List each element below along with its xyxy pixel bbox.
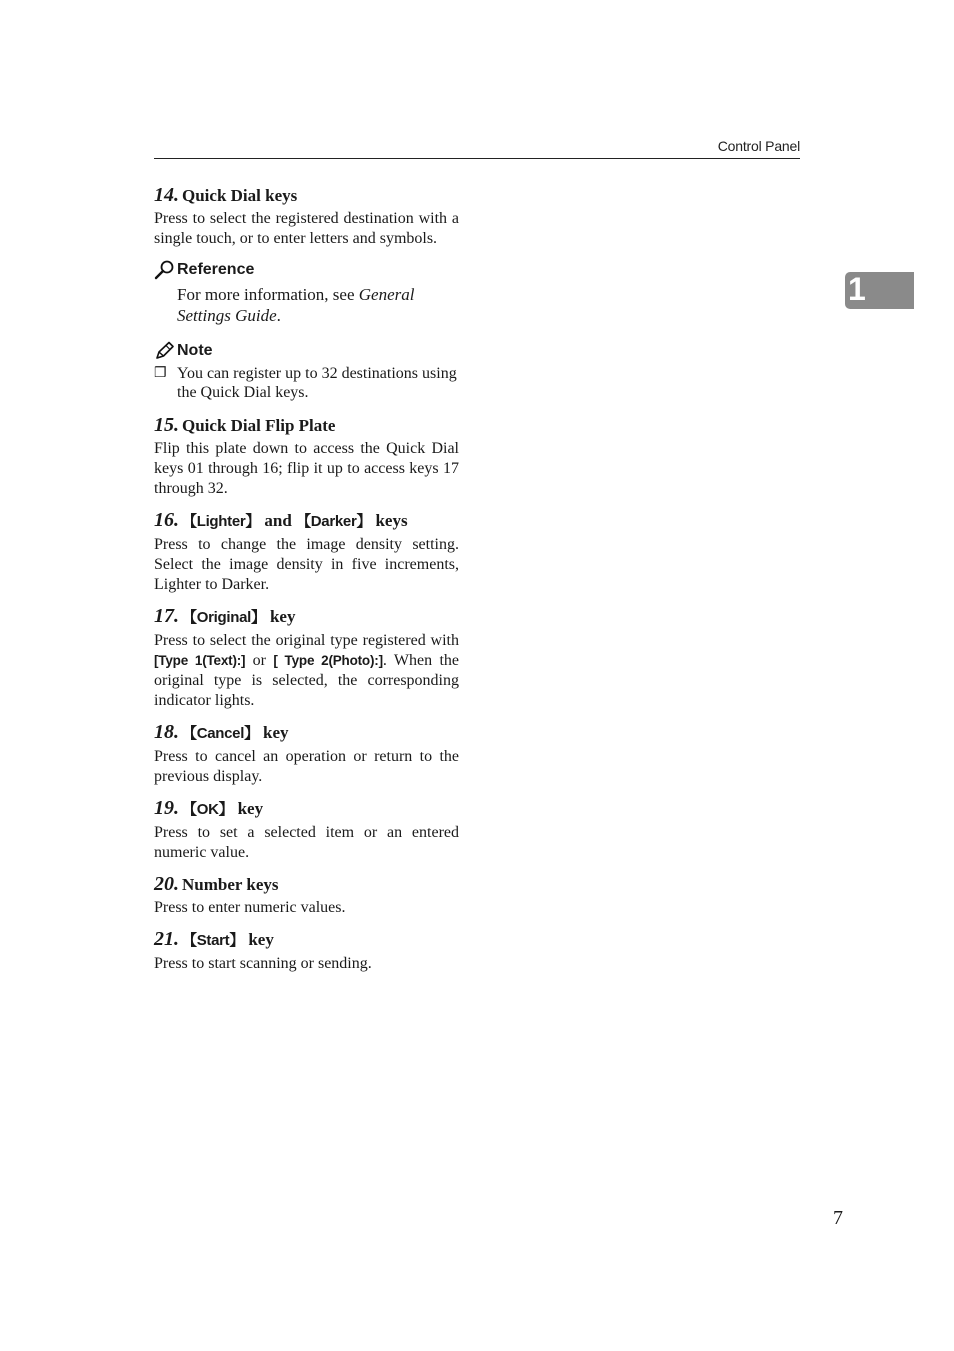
chapter-number: 1 bbox=[848, 271, 866, 307]
description-part: Press to select the original type registered with bbox=[154, 632, 459, 649]
darker-key-label: 【Darker】 bbox=[296, 513, 372, 530]
item-description bbox=[154, 631, 459, 711]
item-heading bbox=[154, 412, 459, 439]
item-heading bbox=[154, 507, 459, 535]
item-number: 20. bbox=[154, 873, 179, 895]
item-number: 15. bbox=[154, 414, 179, 436]
item-15 bbox=[154, 412, 459, 499]
item-16 bbox=[154, 507, 459, 595]
page-number: 7 bbox=[833, 1207, 843, 1229]
reference-label: Reference bbox=[177, 261, 255, 278]
item-suffix: key bbox=[258, 723, 289, 742]
item-17 bbox=[154, 603, 459, 711]
note-callout bbox=[154, 340, 459, 402]
reference-callout bbox=[154, 259, 459, 326]
item-19 bbox=[154, 795, 459, 863]
item-suffix: key bbox=[265, 607, 296, 626]
header-rule bbox=[154, 158, 800, 159]
pencil-icon bbox=[154, 341, 175, 361]
item-description: Press to enter numeric values. bbox=[154, 899, 346, 916]
running-head: Control Panel bbox=[717, 138, 800, 154]
type1-text-label: [Type 1(Text):] bbox=[154, 653, 246, 668]
reference-link-title: General Settings Guide bbox=[177, 285, 415, 325]
ok-key-label: 【OK】 bbox=[182, 801, 234, 818]
item-description: Press to cancel an operation or return to the previous display. bbox=[154, 748, 459, 785]
item-description: Flip this plate down to access the Quick Dial keys 01 through 16; flip it up to access keys 17 through 32. bbox=[154, 440, 459, 497]
lighter-key-label: 【Lighter】 bbox=[182, 513, 261, 530]
description-part: . When the original type is selected, the corresponding indicator lights. bbox=[154, 652, 460, 709]
checkbox-icon: ❒ bbox=[154, 366, 167, 381]
item-title: Quick Dial keys bbox=[182, 186, 298, 205]
reference-text-prefix: For more information, see bbox=[177, 285, 359, 304]
item-18 bbox=[154, 719, 459, 787]
item-heading bbox=[154, 795, 459, 823]
item-21 bbox=[154, 926, 459, 974]
item-title: Number keys bbox=[182, 875, 279, 894]
item-description: Press to change the image density setting. Select the image density in five increments, Lighter to Darker. bbox=[154, 536, 459, 593]
item-number: 16. bbox=[154, 509, 179, 531]
item-description: Press to select the registered destination with a single touch, or to enter letters and symbols. bbox=[154, 210, 459, 247]
item-description: Press to start scanning or sending. bbox=[154, 955, 372, 972]
item-title: Quick Dial Flip Plate bbox=[182, 416, 336, 435]
type2-photo-label: [ Type 2(Photo):] bbox=[273, 653, 383, 668]
item-number: 21. bbox=[154, 928, 179, 950]
item-14 bbox=[154, 182, 459, 249]
note-item bbox=[154, 364, 459, 402]
item-heading bbox=[154, 926, 459, 954]
note-heading bbox=[154, 340, 459, 362]
reference-heading bbox=[154, 259, 459, 281]
item-connector: and bbox=[260, 511, 297, 530]
description-part: or bbox=[245, 652, 274, 669]
start-key-label: 【Start】 bbox=[182, 932, 245, 949]
item-heading bbox=[154, 871, 459, 898]
item-suffix: key bbox=[233, 799, 264, 818]
item-number: 19. bbox=[154, 797, 179, 819]
note-label: Note bbox=[177, 342, 213, 359]
original-key-label: 【Original】 bbox=[182, 609, 266, 626]
item-description: Press to set a selected item or an entered numeric value. bbox=[154, 824, 459, 861]
item-number: 14. bbox=[154, 184, 179, 206]
cancel-key-label: 【Cancel】 bbox=[182, 725, 259, 742]
chapter-tab bbox=[845, 272, 914, 309]
item-suffix: key bbox=[244, 930, 274, 949]
note-text: You can register up to 32 destinations using the Quick Dial keys. bbox=[177, 365, 457, 401]
item-heading bbox=[154, 182, 459, 209]
reference-text-suffix: . bbox=[276, 306, 281, 325]
item-heading bbox=[154, 603, 459, 631]
content-column bbox=[154, 182, 459, 982]
item-suffix: keys bbox=[371, 511, 408, 530]
item-number: 17. bbox=[154, 605, 179, 627]
magnifier-icon bbox=[154, 260, 175, 280]
item-number: 18. bbox=[154, 721, 179, 743]
item-heading bbox=[154, 719, 459, 747]
reference-text bbox=[177, 284, 459, 326]
item-20 bbox=[154, 871, 459, 918]
